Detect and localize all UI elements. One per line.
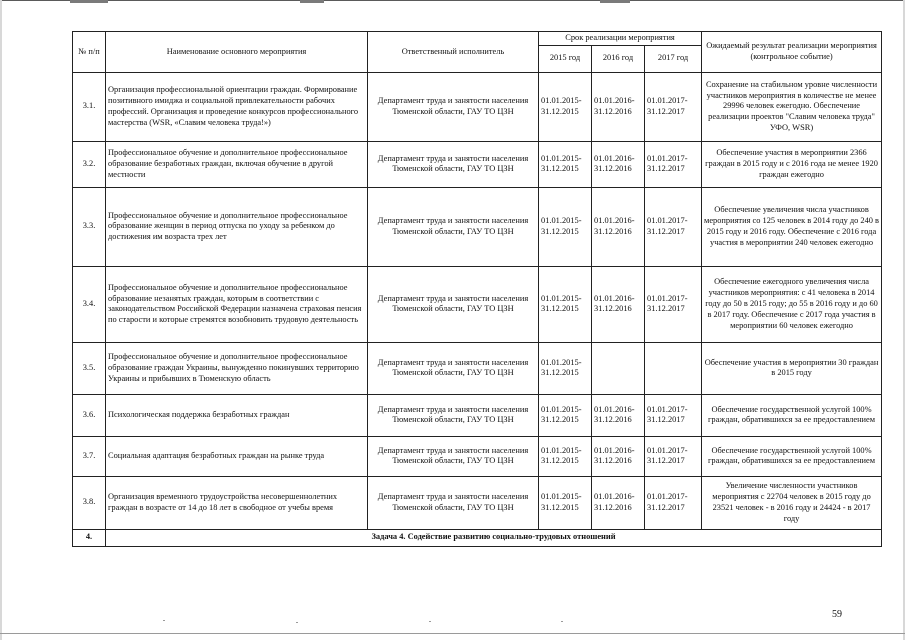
scan-speck <box>561 621 563 622</box>
row-period-2015 <box>539 187 592 266</box>
date-line: 01.01.2015- 31.12.2015 <box>541 293 582 314</box>
row-expected-result: Обеспечение участия в мероприятии 2366 граждан в 2015 году и с 2016 года не менее 1920 граждан ежегодно <box>702 141 882 187</box>
row-expected-result: Обеспечение участия в мероприятии 30 граждан в 2015 году <box>702 342 882 394</box>
row-num: 3.2. <box>73 141 106 187</box>
row-expected-result: Обеспечение государственной услугой 100% граждан, обратившихся за ее предоставлением <box>702 394 882 436</box>
task-title: Задача 4. Содействие развитию социально-трудовых отношений <box>106 529 882 546</box>
row-period-2015 <box>539 476 592 529</box>
header-period-group: Срок реализации мероприятия <box>539 32 702 46</box>
row-num: 3.7. <box>73 436 106 476</box>
date-line: 01.01.2017- 31.12.2017 <box>647 293 688 314</box>
row-num: 3.8. <box>73 476 106 529</box>
row-executor: Департамент труда и занятости населения Тюменской области, ГАУ ТО ЦЗН <box>368 72 539 141</box>
table-row <box>73 266 882 342</box>
row-period-2016 <box>592 187 645 266</box>
scan-speck <box>296 622 298 623</box>
row-executor: Департамент труда и занятости населения Тюменской области, ГАУ ТО ЦЗН <box>368 436 539 476</box>
row-period-2016 <box>592 436 645 476</box>
row-period-2015 <box>539 72 592 141</box>
row-period-2017 <box>645 436 702 476</box>
date-line: 01.01.2016- 31.12.2016 <box>594 216 635 236</box>
row-period-2017 <box>645 476 702 529</box>
date-line: 01.01.2016- 31.12.2016 <box>594 445 635 466</box>
table-row <box>73 342 882 394</box>
row-period-2017 <box>645 187 702 266</box>
date-line: 01.01.2016- 31.12.2016 <box>594 96 635 116</box>
row-period-2015 <box>539 342 592 394</box>
date-line: 01.01.2017- 31.12.2017 <box>647 492 688 512</box>
scan-speck <box>429 621 431 622</box>
row-executor: Департамент труда и занятости населения Тюменской области, ГАУ ТО ЦЗН <box>368 394 539 436</box>
row-period-2017 <box>645 266 702 342</box>
row-measure-name: Профессиональное обучение и дополнительное профессиональное образование незанятых граждан, которым в соответствии с законодательством Российской Федерации назначена страховая пенсия по старости и которые стремятся возобновить трудовую деятельность <box>106 266 368 342</box>
row-executor: Департамент труда и занятости населения Тюменской области, ГАУ ТО ЦЗН <box>368 187 539 266</box>
row-period-2016 <box>592 394 645 436</box>
header-year-2015: 2015 год <box>539 45 592 72</box>
row-period-2017 <box>645 342 702 394</box>
header-year-2017: 2017 год <box>645 45 702 72</box>
row-measure-name: Профессиональное обучение и дополнительное профессиональное образование женщин в период отпуска по уходу за ребенком до достижения им возраста трех лет <box>106 187 368 266</box>
date-line: 01.01.2015- 31.12.2015 <box>541 357 582 378</box>
table-row <box>73 187 882 266</box>
measures-table <box>72 31 882 547</box>
date-line: 01.01.2015- 31.12.2015 <box>541 153 582 174</box>
row-num: 3.6. <box>73 394 106 436</box>
row-period-2016 <box>592 72 645 141</box>
row-period-2017 <box>645 72 702 141</box>
row-measure-name: Организация профессиональной ориентации граждан. Формирование позитивного имиджа и социальной привлекательности рабочих профессий. Организация и проведение конкурсов профессионального мастерства (WSR, «Славим человека труда!») <box>106 72 368 141</box>
row-period-2016 <box>592 266 645 342</box>
row-num: 3.5. <box>73 342 106 394</box>
row-expected-result: Обеспечение увеличения числа участников мероприятия со 125 человек в 2014 году до 240 в 2015 году и 2016 году. Обеспечение с 2016 года участия в мероприятии 240 человек ежегодно <box>702 187 882 266</box>
row-executor: Департамент труда и занятости населения Тюменской области, ГАУ ТО ЦЗН <box>368 266 539 342</box>
table-row <box>73 394 882 436</box>
row-period-2015 <box>539 141 592 187</box>
row-period-2015 <box>539 266 592 342</box>
row-expected-result: Сохранение на стабильном уровне численности участников мероприятия в количестве не менее 29996 человек ежегодно. Обеспечение реализации проектов "Славим человека труда" УФО, WSR) <box>702 72 882 141</box>
row-period-2015 <box>539 394 592 436</box>
row-period-2017 <box>645 141 702 187</box>
table-header <box>73 32 882 73</box>
date-line: 01.01.2016- 31.12.2016 <box>594 404 635 425</box>
date-line: 01.01.2016- 31.12.2016 <box>594 153 635 174</box>
date-line: 01.01.2015- 31.12.2015 <box>541 216 582 236</box>
row-period-2017 <box>645 394 702 436</box>
row-num: 3.1. <box>73 72 106 141</box>
scan-mark <box>600 0 630 3</box>
date-line: 01.01.2015- 31.12.2015 <box>541 445 582 466</box>
row-measure-name: Социальная адаптация безработных граждан на рынке труда <box>106 436 368 476</box>
date-line: 01.01.2017- 31.12.2017 <box>647 445 688 466</box>
table-body <box>73 72 882 546</box>
table-row <box>73 141 882 187</box>
date-line: 01.01.2017- 31.12.2017 <box>647 153 688 174</box>
row-executor: Департамент труда и занятости населения Тюменской области, ГАУ ТО ЦЗН <box>368 476 539 529</box>
row-period-2016 <box>592 141 645 187</box>
row-executor: Департамент труда и занятости населения Тюменской области, ГАУ ТО ЦЗН <box>368 141 539 187</box>
scan-bottom-edge <box>0 633 905 634</box>
table-row <box>73 476 882 529</box>
row-num: 3.4. <box>73 266 106 342</box>
row-measure-name: Психологическая поддержка безработных граждан <box>106 394 368 436</box>
row-period-2016 <box>592 476 645 529</box>
date-line: 01.01.2016- 31.12.2016 <box>594 293 635 314</box>
row-period-2015 <box>539 436 592 476</box>
row-expected-result: Обеспечение ежегодного увеличения числа участников мероприятия: с 41 человека в 2014 году до 50 в 2015 году; до 55 в 2016 году и до 60 в 2017 году. Обеспечение с 2017 года участия в мероприятии 60 человек ежегодно <box>702 266 882 342</box>
scan-mark <box>300 0 324 3</box>
table-row <box>73 436 882 476</box>
row-expected-result: Увеличение численности участников мероприятия с 22704 человек в 2015 году до 23521 человек - в 2016 году и 24424 - в 2017 году <box>702 476 882 529</box>
header-name: Наименование основного мероприятия <box>106 32 368 73</box>
header-num: № п/п <box>73 32 106 73</box>
scan-mark <box>70 0 108 3</box>
header-executor: Ответственный исполнитель <box>368 32 539 73</box>
row-num: 3.3. <box>73 187 106 266</box>
scan-speck <box>163 620 165 621</box>
row-measure-name: Профессиональное обучение и дополнительное профессиональное образование безработных граждан, включая обучение в другой местности <box>106 141 368 187</box>
scan-top-edge <box>0 0 905 1</box>
page-number: 59 <box>832 609 842 620</box>
date-line: 01.01.2016- 31.12.2016 <box>594 492 635 512</box>
date-line: 01.01.2015- 31.12.2015 <box>541 404 582 425</box>
date-line: 01.01.2017- 31.12.2017 <box>647 96 688 116</box>
date-line: 01.01.2017- 31.12.2017 <box>647 216 688 236</box>
row-measure-name: Профессиональное обучение и дополнительное профессиональное образование граждан Украины, вынужденно покинувших территорию Украины и прибывших в Тюменскую область <box>106 342 368 394</box>
row-expected-result: Обеспечение государственной услугой 100% граждан, обратившихся за ее предоставлением <box>702 436 882 476</box>
row-executor: Департамент труда и занятости населения Тюменской области, ГАУ ТО ЦЗН <box>368 342 539 394</box>
header-result: Ожидаемый результат реализации мероприятия (контрольное событие) <box>702 32 882 73</box>
row-period-2016 <box>592 342 645 394</box>
scan-left-edge <box>0 0 2 640</box>
date-line: 01.01.2015- 31.12.2015 <box>541 96 582 116</box>
table-row <box>73 72 882 141</box>
row-measure-name: Организация временного трудоустройства несовершеннолетних граждан в возрасте от 14 до 18 лет в свободное от учебы время <box>106 476 368 529</box>
task-row <box>73 529 882 546</box>
date-line: 01.01.2015- 31.12.2015 <box>541 492 582 512</box>
task-num: 4. <box>73 529 106 546</box>
date-line: 01.01.2017- 31.12.2017 <box>647 404 688 425</box>
header-year-2016: 2016 год <box>592 45 645 72</box>
